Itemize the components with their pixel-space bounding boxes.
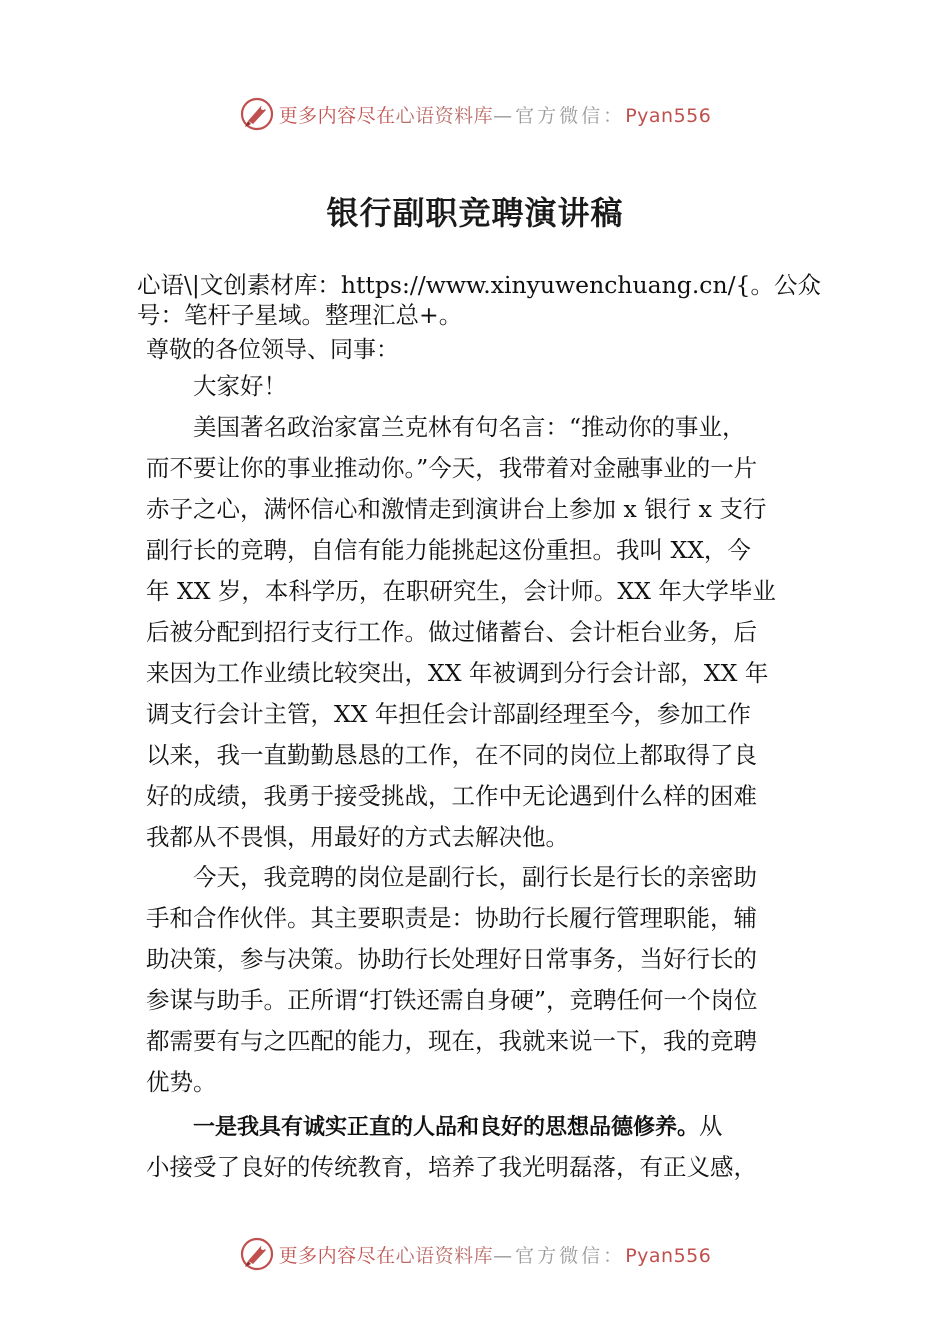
text-line: 助决策，参与决策。协助行长处理好日常事务，当好行长的 — [146, 945, 757, 973]
text-line: 我都从不畏惧，用最好的方式去解决他。 — [146, 823, 569, 851]
text-line: 年 XX 岁，本科学历，在职研究生，会计师。XX 年大学毕业 — [146, 577, 776, 605]
banner-main-text: 更多内容尽在 — [278, 104, 396, 127]
banner-wechat-id: Pyan556 — [625, 1244, 712, 1267]
footer-banner — [0, 1232, 950, 1276]
text-line — [146, 1106, 810, 1147]
footer-banner-text — [279, 1241, 712, 1268]
text-line: 手和合作伙伴。其主要职责是：协助行长履行管理职能，辅 — [146, 904, 757, 932]
pen-nib-logo-icon — [239, 96, 275, 132]
salutation: 尊敬的各位领导、同事： — [146, 337, 399, 363]
text-line: 美国著名政治家富兰克林有句名言：“推动你的事业， — [193, 413, 746, 441]
bold-heading-text: 一是我具有诚实正直的人品和良好的思想品德修养。 — [193, 1115, 700, 1140]
banner-wechat-label: —官方微信： — [493, 104, 626, 127]
source-note — [137, 270, 842, 330]
hello-paragraph — [146, 366, 810, 407]
text-line: 来因为工作业绩比较突出，XX 年被调到分行会计部，XX 年 — [146, 659, 769, 687]
banner-main-text: 更多内容尽在 — [278, 1244, 396, 1267]
text-line: 优势。 — [146, 1068, 217, 1096]
banner-wechat-label: —官方微信： — [493, 1244, 626, 1267]
pen-nib-logo-icon — [239, 1236, 275, 1272]
text-line: 后被分配到招行支行工作。做过储蓄台、会计柜台业务，后 — [146, 618, 757, 646]
text-line: 以来，我一直勤勤恳恳的工作，在不同的岗位上都取得了良 — [146, 741, 757, 769]
source-line: 心语\|文创素材库：https://www.xinyuwenchuang.cn/{。公众 — [137, 271, 821, 299]
document-title: 银行副职竞聘演讲稿 — [326, 194, 624, 232]
banner-wechat-id: Pyan556 — [625, 104, 712, 127]
header-banner — [0, 92, 950, 136]
paragraph-introduction — [146, 407, 810, 858]
banner-library-text: 心语资料库 — [395, 1244, 494, 1267]
text-fragment: 从 — [699, 1112, 723, 1140]
paragraph-advantage-one — [146, 1106, 810, 1188]
text-line: 赤子之心，满怀信心和激情走到演讲台上参加 x 银行 x 支行 — [146, 495, 767, 523]
text-line: 今天，我竞聘的岗位是副行长，副行长是行长的亲密助 — [193, 863, 757, 891]
banner-library-text: 心语资料库 — [395, 104, 494, 127]
text-line: 好的成绩，我勇于接受挑战，工作中无论遇到什么样的困难 — [146, 782, 757, 810]
text-line: 参谋与助手。正所谓“打铁还需自身硬”，竞聘任何一个岗位 — [146, 986, 758, 1014]
text-line: 调支行会计主管，XX 年担任会计部副经理至今，参加工作 — [146, 700, 751, 728]
text-line: 都需要有与之匹配的能力，现在，我就来说一下，我的竞聘 — [146, 1027, 757, 1055]
header-banner-text — [279, 101, 712, 128]
hello-line: 大家好！ — [193, 372, 287, 400]
paragraph-position — [146, 857, 810, 1103]
source-line: 号：笔杆子星域。整理汇总+。 — [137, 301, 463, 329]
text-line: 而不要让你的事业推动你。”今天，我带着对金融事业的一片 — [146, 454, 758, 482]
text-line: 副行长的竞聘，自信有能力能挑起这份重担。我叫 XX，今 — [146, 536, 751, 564]
text-line: 小接受了良好的传统教育，培养了我光明磊落，有正义感， — [146, 1153, 757, 1181]
